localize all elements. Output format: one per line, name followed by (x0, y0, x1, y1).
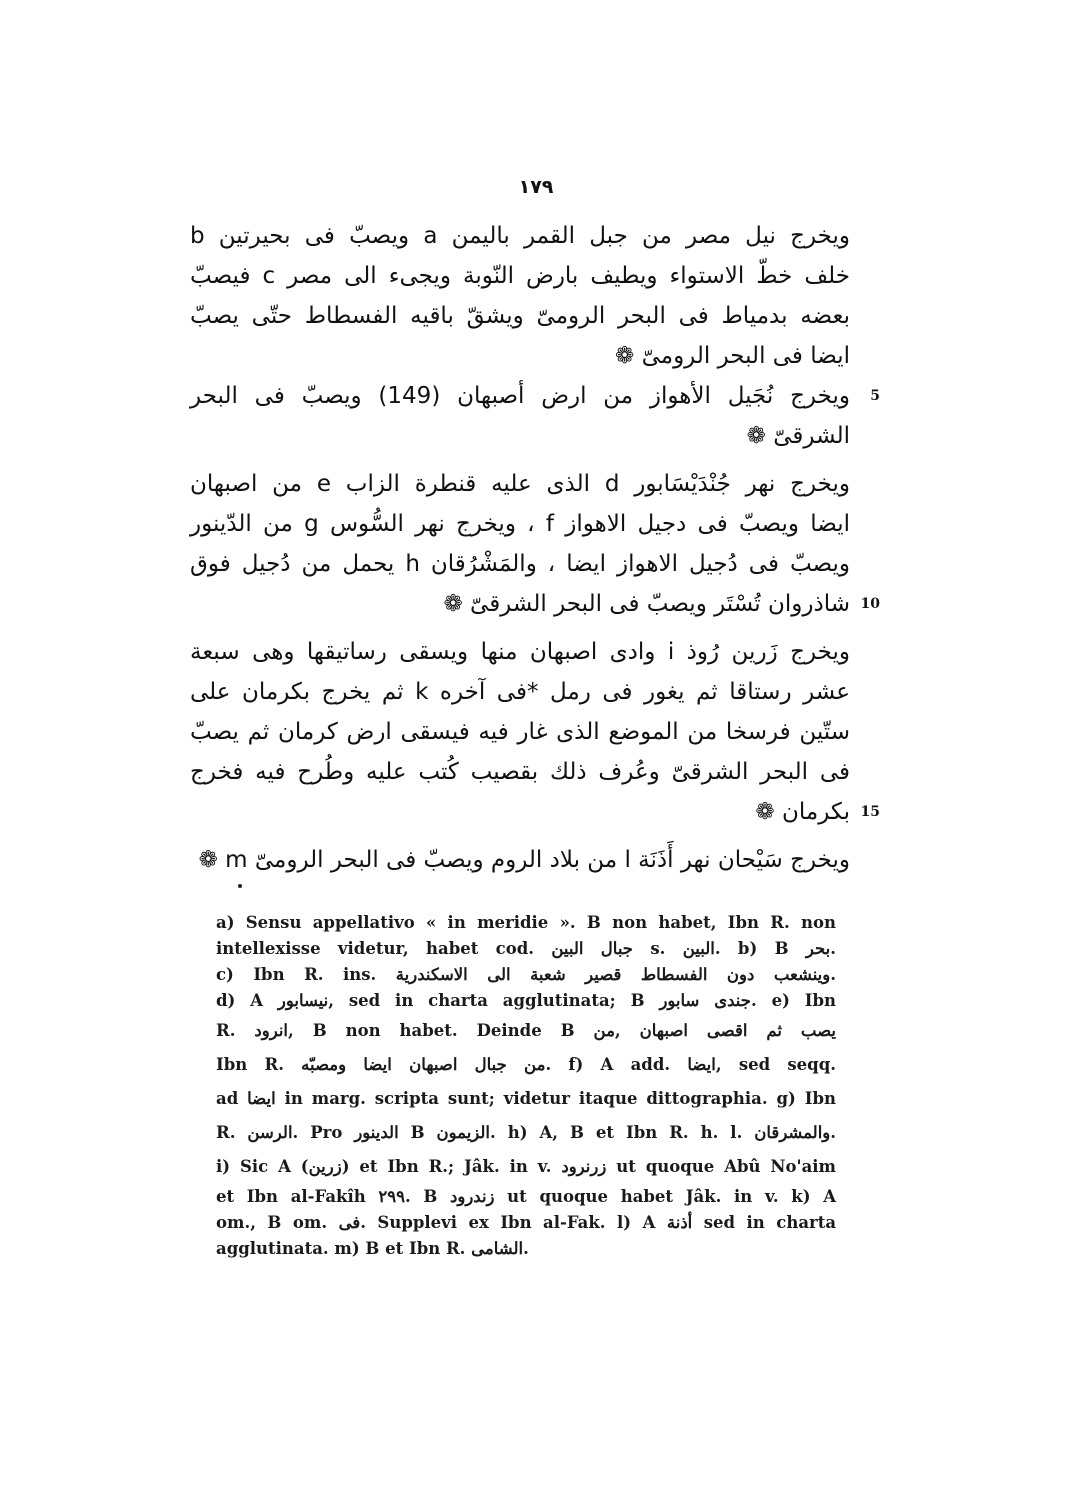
text-line: بعضه بدمياط فى البحر الرومىّ ويشقّ باقيه الفسطاط حتّى يصبّ (190, 303, 850, 329)
footnote-line: i) Sic A (زرين) et Ibn R.; Jâk. in v. زرنرود ut quoque Abû No'aim (216, 1157, 836, 1176)
line-number: 10 (860, 596, 880, 612)
text-line: شاذروان تُسْتَر ويصبّ فى البحر الشرقىّ ❁ 10 (190, 584, 850, 624)
footnote-line: intellexisse videtur, habet cod. جبال البين s. البين. b) B بحر. (216, 939, 836, 958)
page-number: ١٧٩ (518, 176, 554, 198)
footnote-line: a) Sensu appellativo « in meridie ». B non habet, Ibn R. non (216, 913, 836, 932)
footnotes (216, 910, 836, 1262)
text-line: ويخرج نهر جُنْدَيْسَابور d الذى عليه قنطرة الزاب e من اصبهان (190, 471, 850, 497)
footnote-line: Ibn R. من جبال اصبهان ايضا ومصبّه. f) A add. ايضا, sed seqq. (216, 1055, 836, 1074)
text-line: فى البحر الشرقىّ وعُرف ذلك بقصيب كُتب عليه وطُرح فيه فخرج (190, 759, 850, 785)
footnote-line: d) A نيسابور, sed in charta agglutinata; B جندى سابور. e) Ibn (216, 991, 836, 1010)
line-number: 5 (870, 388, 880, 404)
footnote-line: c) Ibn R. ins. وينشعب دون الفسطاط قصير شعبة الى الاسكندرية. (216, 965, 836, 984)
text-line: ايضا فى البحر الرومىّ ❁ (615, 343, 850, 369)
footnote-line: R. انرود, B non habet. Deinde B يصب ثم اقصى اصبهان ,من (216, 1021, 836, 1040)
text-line: بكرمان ❁ 15 (190, 792, 850, 832)
footnote-line: R. الرسن. Pro الدينور B الزيمون. h) A, B et Ibn R. h. l. والمشرقان. (216, 1123, 837, 1142)
footnote-line: ad ايضا in marg. scripta sunt; videtur itaque dittographia. g) Ibn (216, 1089, 836, 1108)
text-line: ويصبّ فى دُجيل الاهواز ايضا ، والمَشْرُقان h يحمل من دُجيل فوق (190, 551, 850, 577)
text-line: الشرقىّ ❁ (746, 423, 850, 449)
footnote-line: agglutinata. m) B et Ibn R. الشامى. (216, 1239, 529, 1258)
arabic-body-text (190, 216, 880, 880)
footnote-line: et Ibn al-Fakîh ٢٩٩. B زندرود ut quoque habet Jâk. in v. k) A (216, 1187, 837, 1206)
text-line: ويخرج زَرين رُوذ i وادى اصبهان منها ويسقى رساتيقها وهى سبعة (190, 639, 851, 665)
text-line: ايضا ويصبّ فى دجيل الاهواز f ، ويخرج نهر السُّوس g من الدّينور (190, 511, 850, 537)
text-line: عشر رستاقا ثم يغور فى رمل *فى آخره k ثم يخرج بكرمان على (190, 679, 850, 705)
footnote-line: om., B om. فى. Supplevi ex Ibn al-Fak. l) A أذنة sed in charta (216, 1213, 837, 1232)
line-number: 15 (860, 804, 880, 820)
text-line: ويخرج نُجَيل الأهواز من ارض أصبهان (149) ويصبّ فى البحر 5 (190, 376, 850, 416)
text-line: ويخرج نيل مصر من جبل القمر باليمن a ويصبّ فى بحيرتين b (190, 223, 850, 249)
separator-dot (238, 884, 242, 888)
text-line: خلف خطّ الاستواء ويطيف بارض النّوبة ويجىء الى مصر c فيصبّ (190, 263, 851, 289)
text-line: ستّين فرسخا من الموضع الذى غار فيه فيسقى ارض كرمان ثم يصبّ (190, 719, 850, 745)
text-line: ويخرج سَيْحان نهر أَذَنَة l من بلاد الروم ويصبّ فى البحر الرومىّ m ❁ (198, 847, 850, 873)
